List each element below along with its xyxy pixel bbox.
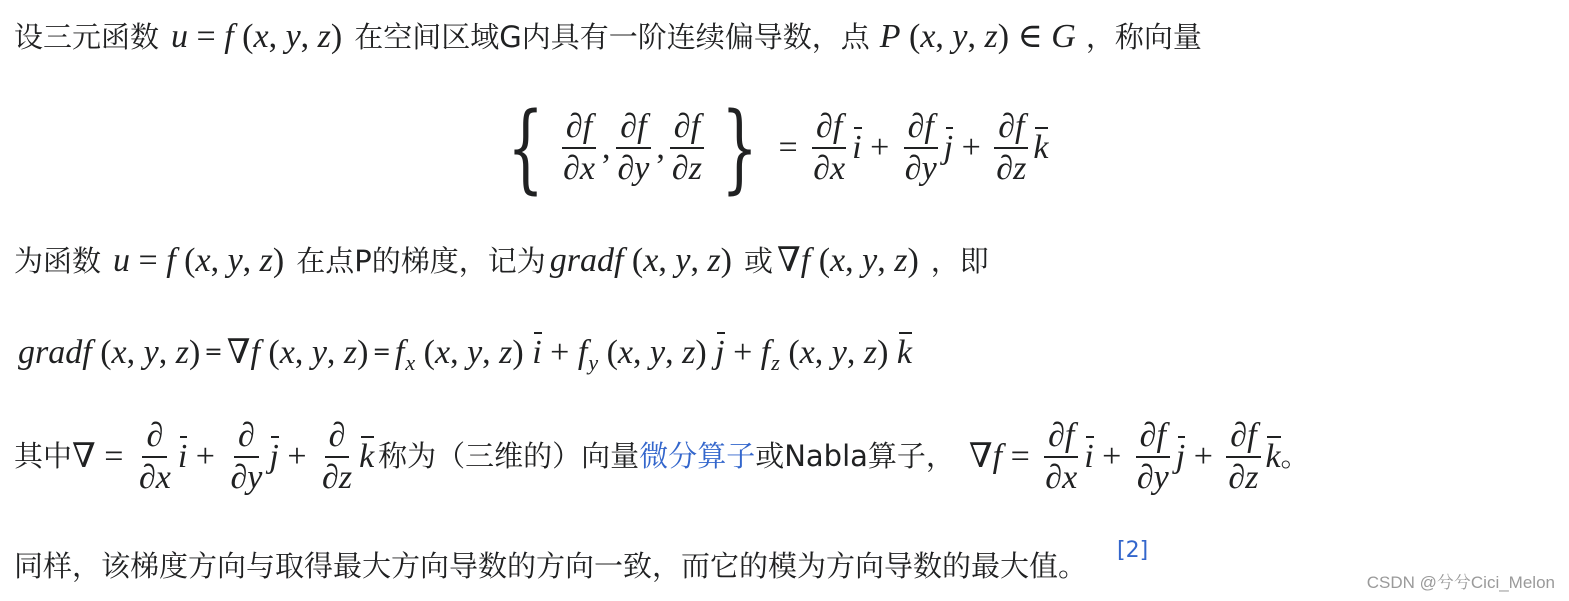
nabla-operator-line: 其中 ∇ = $\frac{\partial}{\partial x}$ i + $\frac{\partial}{\partial y}$ j + $\frac{\partial}{\partial z}$ k 称为（三维的）向量 微分算子 或Nabla算子， ∇ f = $\frac{\partial f}{\partial x}$ i + $\frac{\partial f}{\partial y}$ j + $\frac{\partial f}{\partial z}$ k 。 [14,417,1310,496]
def-text-4: ，即 [930,243,989,278]
def-text-2: 在点P的梯度，记为 [296,243,546,278]
nabla-text-4: 。 [1280,439,1310,474]
conclusion-line [14,537,1149,583]
nabla-text-3: 或Nabla算子， [755,439,955,474]
equals-2: = [372,340,391,365]
formula-p-in-g: P ( x , y , z ) ∈ G [879,18,1076,55]
gradient-definition-line [14,244,989,278]
nabla-text-2: 称为（三维的）向量 [378,439,640,474]
def-text-3: 或 [744,243,774,278]
reference-link[interactable]: [2] [1117,537,1149,563]
intro-text-1: 设三元函数 [14,19,160,54]
intro-text-3: ，称向量 [1085,19,1202,54]
intro-text-2: 在空间区域G内具有一阶连续偏导数，点 [354,19,870,54]
formula-u-f-xyz-2: u = f ( x , y , z ) [113,242,285,279]
equals-1: = [204,340,223,365]
csdn-watermark: CSDN @兮兮Cici_Melon [1366,573,1555,592]
conclusion-text: 同样，该梯度方向与取得最大方向导数的方向一致，而它的模为方向导数的最大值。 [14,549,1088,583]
intro-line [14,20,1202,54]
nabla-text-1: 其中 [14,439,73,474]
formula-u-f-xyz: u = f ( x , y , z ) [171,18,343,55]
formula-nabla-f: ∇ f ( x , y , z ) [777,242,919,279]
differential-operator-link[interactable]: 微分算子 [639,439,756,474]
gradient-component-formula: gradf ( x , y , z ) = ∇ f ( x , y , z ) = f x ( x , y , z ) i + f y ( x , y , z ) j + f z ( x , y , z ) k [18,334,912,375]
def-text-1: 为函数 [14,243,102,278]
gradient-vector-equation: { $\frac{\partial f}{\partial x}$ , $\frac{\partial f}{\partial y}$ , $\frac{\partial f}{\partial z}$ } = $\frac{\partial f}{\partial x}$ i + $\frac{\partial f}{\partial y}$ j + $\frac{\partial f}{\partial z}$ k [507,92,1049,204]
formula-gradf: gradf ( x , y , z ) [549,242,732,279]
